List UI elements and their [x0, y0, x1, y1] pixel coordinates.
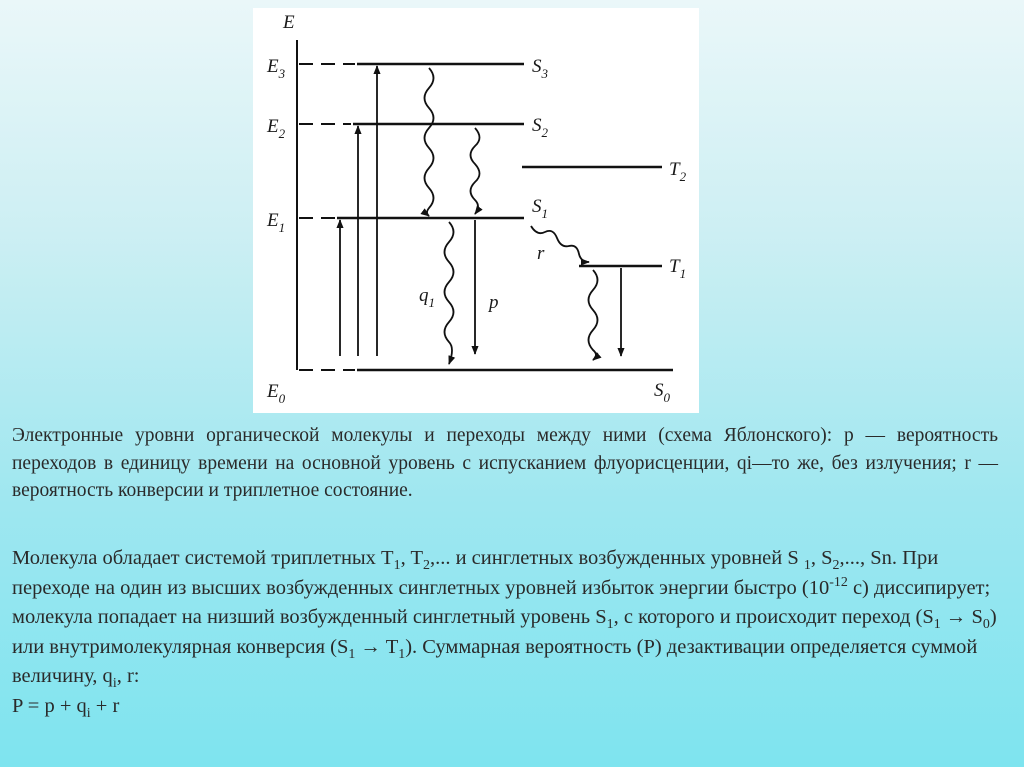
label-p: p [489, 292, 499, 313]
label-r: r [537, 243, 545, 264]
wavy-arrow-s3-s1 [425, 68, 434, 216]
energy-axis-label: E [283, 12, 295, 33]
label-e1: $E_1$ [267, 210, 286, 235]
label-s3: $S_3$ [532, 56, 548, 81]
label-s0: $S_0$ [654, 380, 670, 405]
wavy-arrow-q1 [445, 222, 454, 364]
label-q1: $q_1$ [419, 285, 435, 310]
caption-text: Электронные уровни органической молекулы и переходы между ними (схема Яблонского): р — вероятность переходов в единицу времени на основной уровень с испусканием флуорисценции, qi—то же, без излучения; r — вероятность конверсии и триплетное состояние. [12, 425, 998, 501]
label-e3: $E_3$ [267, 56, 286, 81]
jablonski-diagram [253, 8, 699, 413]
body-text [12, 544, 1002, 721]
wavy-arrow-s2-s1 [471, 128, 480, 214]
wavy-arrow-t1-s0 [589, 270, 598, 360]
body-paragraph-1: Молекула обладает системой триплетных $T_1$, $T_2$,... и синглетных возбужденных уровней S $_1$, $S_2$,..., Sn. При переходе на один из высших возбужденных синглетных уровней избыток энергии быстро ($10^{-12}$ с) диссипирует; молекула попадает на низший возбужденный синглетный уровень $S_1$, с которого и происходит переход $(S_1 \to S_0)$ или внутримолекулярная конверсия $(S_1 \to T_1)$. Суммарная вероятность (P) дезактивации определяется суммой величину, $q_i$, r: [12, 547, 997, 692]
label-t2: $T_2$ [669, 159, 687, 184]
diagram-canvas [253, 8, 699, 413]
label-s1: $S_1$ [532, 196, 548, 221]
label-e2: $E_2$ [267, 116, 286, 141]
label-t1: $T_1$ [669, 256, 687, 281]
formula: $P = p + q_i + r$ [12, 694, 120, 721]
diagram-caption [12, 422, 998, 505]
label-s2: $S_2$ [532, 115, 548, 140]
label-e0: $E_0$ [267, 381, 286, 406]
